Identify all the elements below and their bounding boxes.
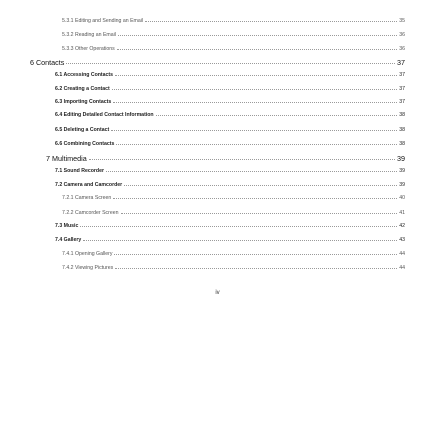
toc-entry-page: 39 — [399, 168, 405, 174]
toc-entry-label: 7.2.2 Camcorder Screen — [62, 210, 119, 216]
toc-entry-label: 7.4 Gallery — [55, 237, 82, 243]
dot-leader — [114, 254, 397, 255]
toc-entry-label: 6.2 Creating a Contact — [55, 86, 110, 92]
dot-leader — [145, 21, 397, 22]
dot-leader — [89, 159, 395, 160]
dot-leader — [117, 49, 397, 50]
toc-entry-label: 6.3 Importing Contacts — [55, 99, 112, 105]
dot-leader — [80, 226, 397, 227]
toc-entry[interactable] — [55, 73, 405, 78]
toc-entry[interactable] — [55, 169, 405, 174]
toc-entry-label: 6.1 Accessing Contacts — [55, 72, 114, 78]
toc-entry-label: 7.4.1 Opening Gallery — [62, 251, 113, 257]
toc-entry-page: 40 — [399, 195, 405, 201]
toc-entry[interactable] — [55, 100, 405, 105]
toc-entry-label: 5.3.2 Reading an Email — [62, 32, 116, 38]
toc-entry[interactable] — [62, 211, 405, 216]
toc-entry-page: 42 — [399, 223, 405, 229]
toc-entry-page: 37 — [399, 72, 405, 78]
toc-entry[interactable] — [62, 252, 405, 257]
dot-leader — [115, 268, 397, 269]
dot-leader — [115, 75, 397, 76]
toc-entry-label: 7.1 Sound Recorder — [55, 168, 105, 174]
toc-entry[interactable] — [55, 238, 405, 243]
toc-entry[interactable] — [55, 183, 405, 188]
dot-leader — [111, 130, 397, 131]
toc-entry-label: 5.3.1 Editing and Sending an Email — [62, 18, 144, 24]
toc-entry-page: 43 — [399, 237, 405, 243]
dot-leader — [113, 102, 397, 103]
dot-leader — [121, 213, 398, 214]
toc-entry-label: 7 Multimedia — [46, 154, 87, 163]
toc-chapter-entry[interactable] — [46, 155, 405, 162]
toc-entry-page: 37 — [399, 86, 405, 92]
toc-entry-page: 35 — [399, 18, 405, 24]
toc-entry-label: 6.6 Combining Contacts — [55, 141, 115, 147]
toc-entry[interactable] — [62, 47, 405, 52]
toc-entry-label: 7.2 Camera and Camcorder — [55, 182, 123, 188]
dot-leader — [106, 171, 397, 172]
toc-entry-page: 38 — [399, 127, 405, 133]
toc-entry-label: 6.4 Editing Detailed Contact Information — [55, 112, 154, 118]
toc-entry-label: 7.4.2 Viewing Pictures — [62, 265, 114, 271]
toc-entry-page: 41 — [399, 210, 405, 216]
dot-leader — [66, 63, 395, 64]
toc-entry[interactable] — [55, 113, 405, 118]
dot-leader — [116, 144, 397, 145]
toc-entry-page: 44 — [399, 265, 405, 271]
toc-entry-label: 6.5 Deleting a Contact — [55, 127, 110, 133]
toc-chapter-entry[interactable] — [30, 59, 405, 66]
toc-entry-page: 39 — [397, 154, 405, 163]
page-number: iv — [215, 290, 220, 296]
toc-entry-page: 38 — [399, 112, 405, 118]
dot-leader — [118, 35, 397, 36]
toc-entry-page: 39 — [399, 182, 405, 188]
toc-entry-label: 6 Contacts — [30, 58, 65, 67]
toc-entry-page: 38 — [399, 141, 405, 147]
toc-entry[interactable] — [55, 128, 405, 133]
toc-entry-page: 37 — [399, 99, 405, 105]
dot-leader — [124, 185, 397, 186]
toc-entry[interactable] — [62, 19, 405, 24]
toc-entry[interactable] — [62, 33, 405, 38]
toc-entry-page: 44 — [399, 251, 405, 257]
toc-entry[interactable] — [62, 196, 405, 201]
dot-leader — [156, 115, 398, 116]
toc-entry-label: 7.2.1 Camera Screen — [62, 195, 112, 201]
dot-leader — [113, 198, 397, 199]
toc-entry-label: 7.3 Music — [55, 223, 79, 229]
toc-entry-page: 36 — [399, 46, 405, 52]
dot-leader — [112, 89, 397, 90]
toc-entry[interactable] — [55, 87, 405, 92]
toc-entry-page: 37 — [397, 58, 405, 67]
toc-entry[interactable] — [62, 266, 405, 271]
dot-leader — [83, 240, 397, 241]
toc-entry-page: 36 — [399, 32, 405, 38]
toc-entry[interactable] — [55, 224, 405, 229]
toc-entry[interactable] — [55, 142, 405, 147]
toc-entry-label: 5.3.3 Other Operations — [62, 46, 115, 52]
